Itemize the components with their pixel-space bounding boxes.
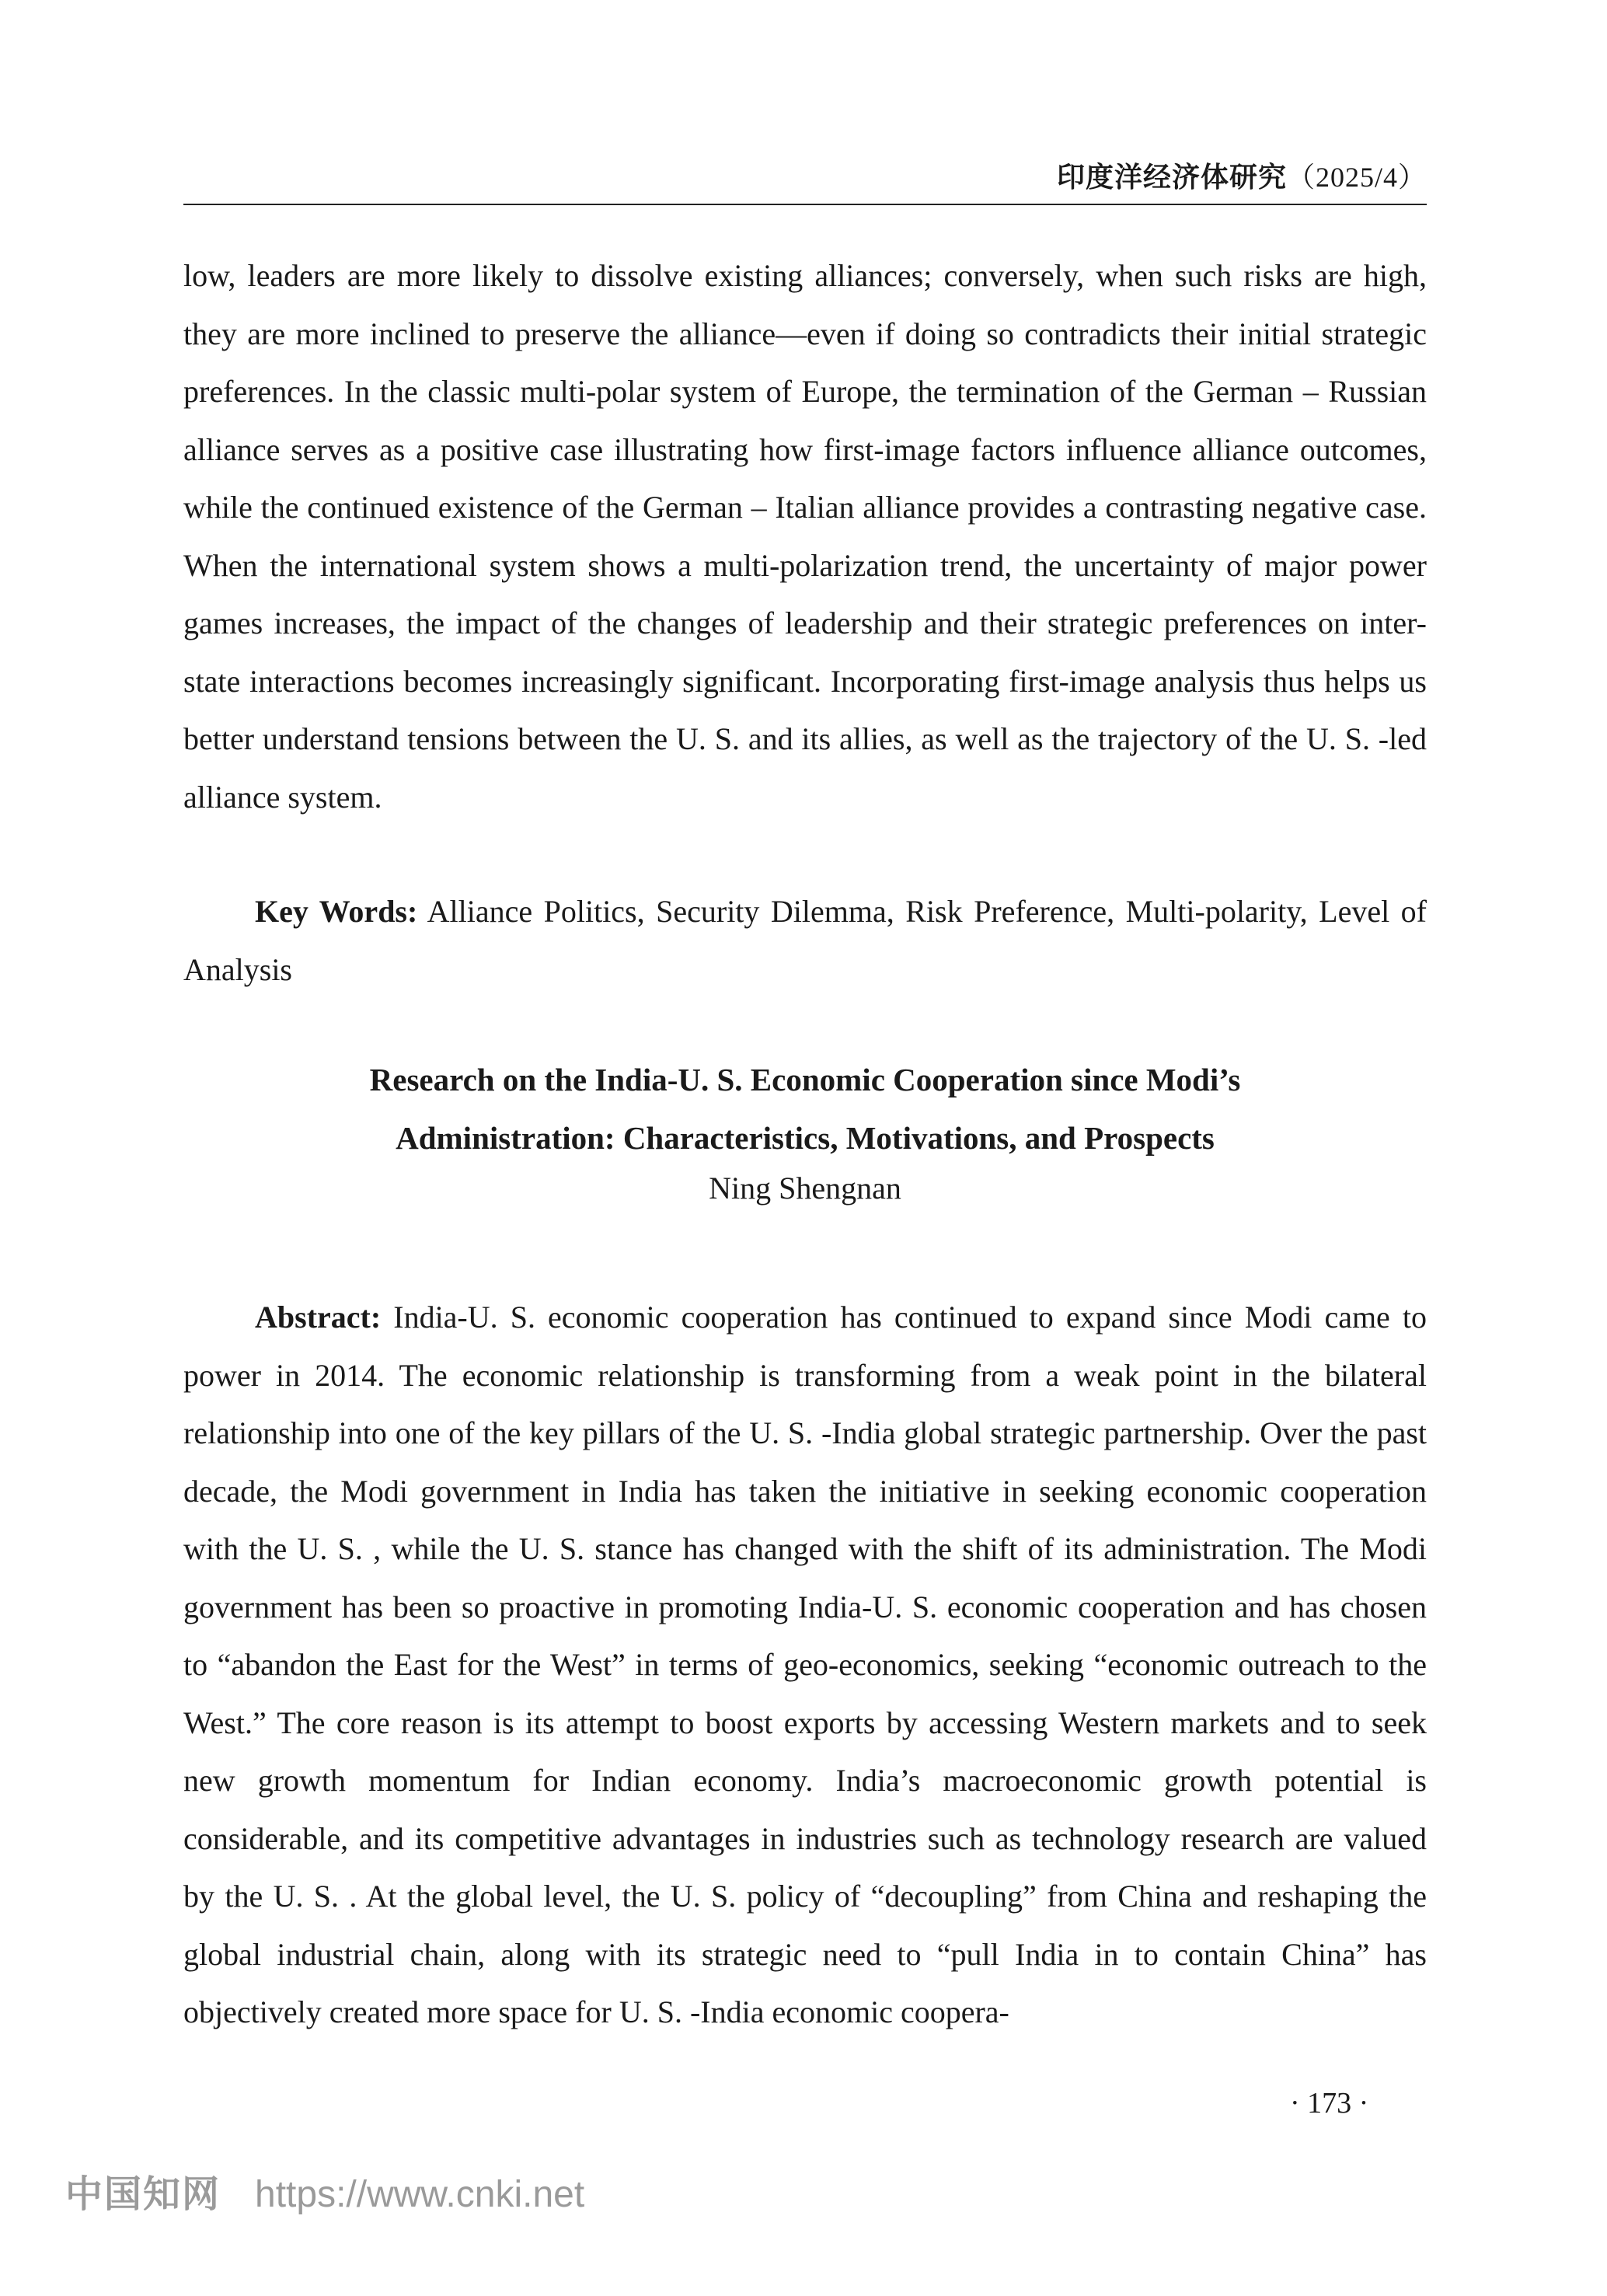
running-header bbox=[1057, 155, 1427, 195]
abstract-text: India-U. S. economic cooperation has continued to expand since Modi came to power in 2014. The economic relationship is transforming from a weak point in the bilateral relationship into one of the key pillars of the U. S. -India global strategic partnership. Over the past decade, the Modi government in India has taken the initiative in seeking economic cooperation with the U. S. , while the U. S. stance has changed with the shift of its administration. The Modi government has been so proactive in promoting India-U. S. economic cooperation and has chosen to “abandon the East for the West” in terms of geo-economics, seeking “economic outreach to the West.” The core reason is its attempt to boost exports by accessing Western markets and to seek new growth momentum for Indian economy. India’s macroeconomic growth potential is considerable, and its competitive advantages in industries such as technology research are valued by the U. S. . At the global level, the U. S. policy of “decoupling” from China and reshaping the global industrial chain, along with its strategic need to “pull India in to contain China” has objectively created more space for U. S. -India economic coopera- bbox=[183, 1300, 1427, 2029]
cnki-watermark bbox=[65, 2164, 584, 2217]
article-title-line-1: Research on the India-U. S. Economic Cooperation since Modi’s bbox=[369, 1062, 1241, 1097]
article-title bbox=[183, 1051, 1427, 1167]
keywords-text: Alliance Politics, Security Dilemma, Risk Preference, Multi-polarity, Level of Analysis bbox=[183, 894, 1427, 987]
article-title-line-2: Administration: Characteristics, Motivations, and Prospects bbox=[396, 1119, 1215, 1156]
author-name: Ning Shengnan bbox=[709, 1171, 901, 1206]
watermark-cnki-name: 中国知网 bbox=[65, 2172, 221, 2216]
watermark-url: https://www.cnki.net bbox=[255, 2174, 585, 2215]
keywords-paragraph bbox=[183, 883, 1427, 999]
header-rule bbox=[183, 204, 1427, 205]
keywords-label: Key Words: bbox=[255, 894, 418, 929]
abstract-label: Abstract: bbox=[255, 1300, 382, 1335]
journal-issue: （2025/4） bbox=[1286, 162, 1427, 193]
previous-abstract-continuation: low, leaders are more likely to dissolve existing alliances; conversely, when such risks are high, they are more inclined to preserve the alliance—even if doing so contradicts their initial strategic preferences. In the classic multi-polar system of Europe, the termination of the German – Russian alliance serves as a positive case illustrating how first-image factors influence alliance outcomes, while the continued existence of the German – Italian alliance provides a contrasting negative case. When the international system shows a multi-polarization trend, the uncertainty of major power games increases, the impact of the changes of leadership and their strategic preferences on inter-state interactions becomes increasingly significant. Incorporating first-image analysis thus helps us better understand tensions between the U. S. and its allies, as well as the trajectory of the U. S. -led alliance system. bbox=[183, 258, 1427, 815]
page-number: · 173 · bbox=[1290, 2087, 1369, 2120]
journal-name: 印度洋经济体研究 bbox=[1056, 162, 1287, 193]
abstract-paragraph bbox=[183, 1289, 1427, 2042]
